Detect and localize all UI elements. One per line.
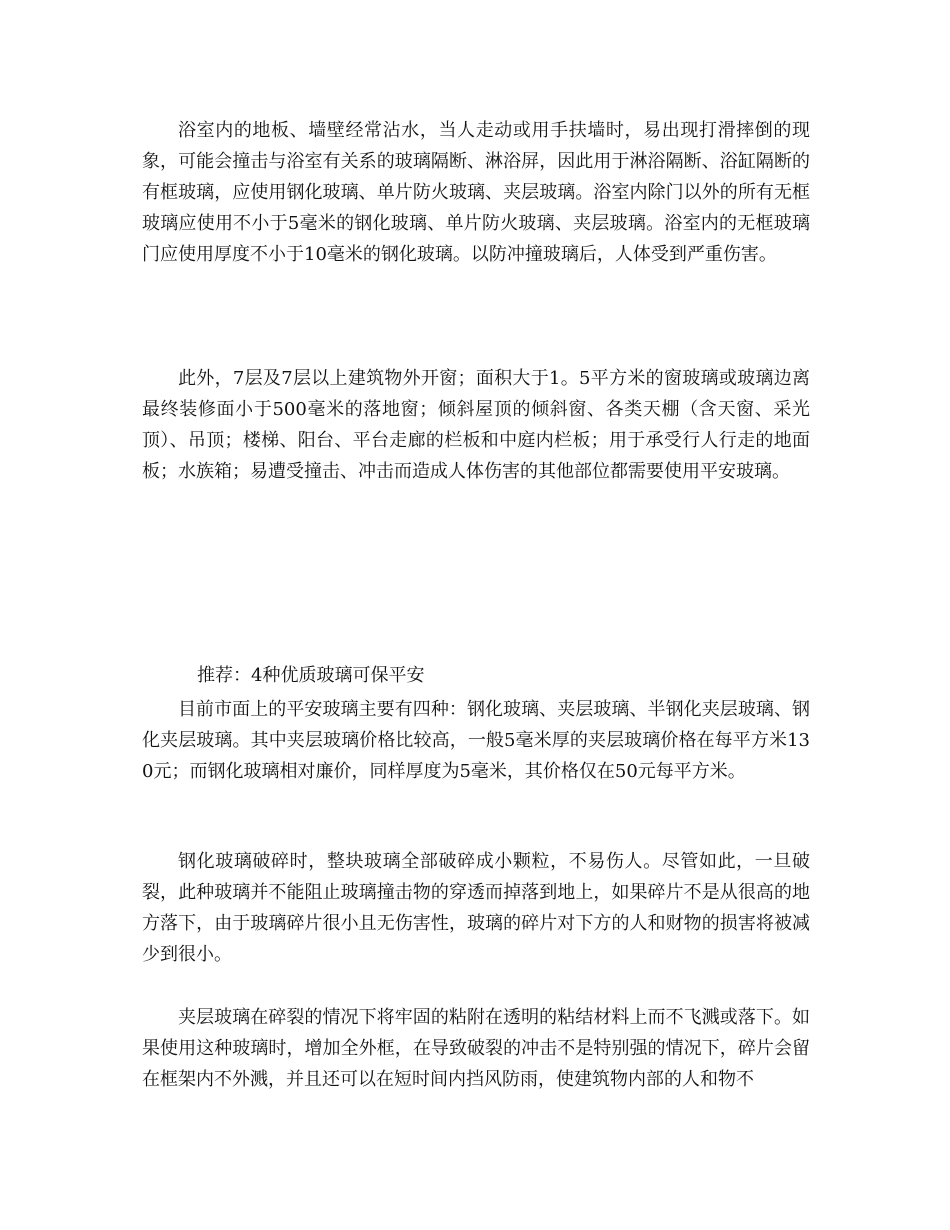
- paragraph-bathroom-glass: 浴室内的地板、墙壁经常沾水，当人走动或用手扶墙时，易出现打滑摔倒的现象，可能会撞击与浴室有关系的玻璃隔断、淋浴屏，因此用于淋浴隔断、浴缸隔断的有框玻璃，应使用钢化玻璃、单片防火玻璃、夹层玻璃。浴室内除门以外的所有无框玻璃应使用不小于5毫米的钢化玻璃、单片防火玻璃、夹层玻璃。浴室内的无框玻璃门应使用厚度不小于10毫米的钢化玻璃。以防冲撞玻璃后，人体受到严重伤害。: [142, 120, 810, 265]
- paragraph-laminated-glass: 夹层玻璃在碎裂的情况下将牢固的粘附在透明的粘结材料上而不飞溅或落下。如果使用这种玻璃时，增加全外框，在导致破裂的冲击不是特别强的情况下，碎片会留在框架内不外溅，并且还可以在短时间内挡风防雨，使建筑物内部的人和物不: [142, 1007, 810, 1090]
- paragraph-tempered-glass: 钢化玻璃破碎时，整块玻璃全部破碎成小颗粒，不易伤人。尽管如此，一旦破裂，此种玻璃并不能阻止玻璃撞击物的穿透而掉落到地上，如果碎片不是从很高的地方落下，由于玻璃碎片很小且无伤害性，玻璃的碎片对下方的人和财物的损害将被减少到很小。: [142, 851, 810, 965]
- paragraph-glass-types-prices: 目前市面上的平安玻璃主要有四种：钢化玻璃、夹层玻璃、半钢化夹层玻璃、钢化夹层玻璃。其中夹层玻璃价格比较高，一般5毫米厚的夹层玻璃价格在每平方米130元；而钢化玻璃相对廉价，同样厚度为5毫米，其价格仅在50元每平方米。: [142, 699, 810, 782]
- section-heading: 推荐：4种优质玻璃可保平安: [197, 665, 425, 686]
- paragraph-other-locations: 此外，7层及7层以上建筑物外开窗；面积大于1。5平方米的窗玻璃或玻璃边离最终装修面小于500毫米的落地窗；倾斜屋顶的倾斜窗、各类天棚（含天窗、采光顶）、吊顶；楼梯、阳台、平台走廊的栏板和中庭内栏板；用于承受行人行走的地面板；水族箱；易遭受撞击、冲击而造成人体伤害的其他部位都需要使用平安玻璃。: [142, 368, 810, 482]
